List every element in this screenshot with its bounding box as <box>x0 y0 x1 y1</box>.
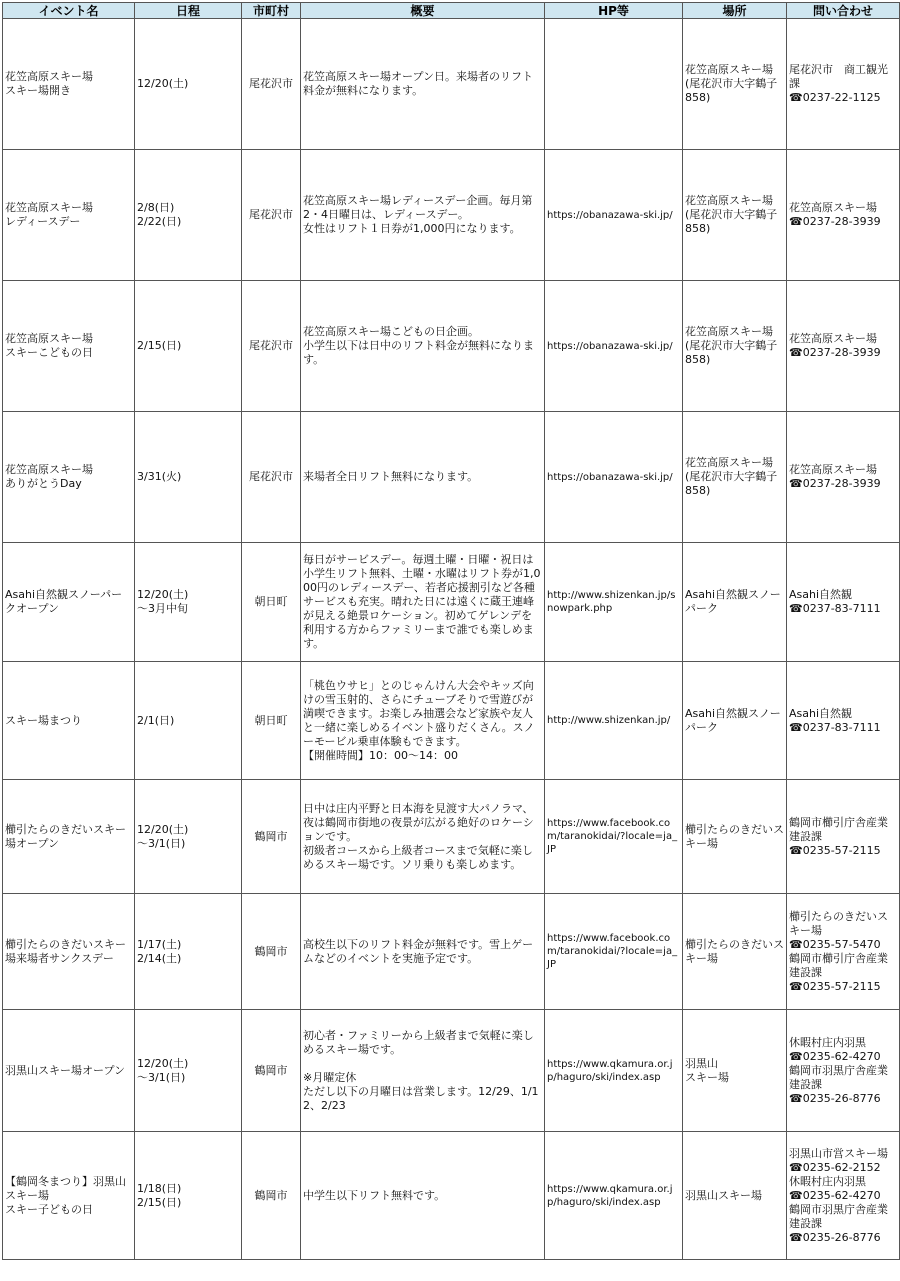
summary-cell: 来場者全日リフト無料になります。 <box>301 412 545 543</box>
summary-cell: 初心者・ファミリーから上級者まで気軽に楽しめるスキー場です。 ※月曜定休 ただし以下の月曜日は営業します。12/29、1/12、2/23 <box>301 1010 545 1132</box>
header-municipality: 市町村 <box>242 3 301 19</box>
summary-cell: 毎日がサービスデー。毎週土曜・日曜・祝日は小学生リフト無料、土曜・水曜はリフト券が1,000円のレディースデー、若者応援割引など各種サービスも充実。晴れた日には遠くに蔵王連峰が見える絶景ロケーション。初めてゲレンデを利用する方からファミリーまで誰でも楽しめます。 <box>301 543 545 662</box>
header-date: 日程 <box>135 3 242 19</box>
homepage-link[interactable]: https://obanazawa-ski.jp/ <box>545 150 683 281</box>
summary-cell: 日中は庄内平野と日本海を見渡す大パノラマ、夜は鶴岡市街地の夜景が広がる絶好のロケーションです。 初級者コースから上級者コースまで気軽に楽しめるスキー場です。ソリ乗りも楽しめます。 <box>301 780 545 894</box>
header-homepage: HP等 <box>545 3 683 19</box>
event-name-cell: 花笠高原スキー場 レディースデー <box>3 150 135 281</box>
table-row <box>3 19 900 150</box>
date-cell: 1/17(土) 2/14(土) <box>135 894 242 1010</box>
date-cell: 12/20(土) <box>135 19 242 150</box>
place-cell: 花笠高原スキー場 (尾花沢市大字鶴子858) <box>683 150 787 281</box>
place-cell: 櫛引たらのきだいスキー場 <box>683 894 787 1010</box>
summary-cell: 高校生以下のリフト料金が無料です。雪上ゲームなどのイベントを実施予定です。 <box>301 894 545 1010</box>
homepage-link[interactable]: https://obanazawa-ski.jp/ <box>545 281 683 412</box>
date-cell: 1/18(日) 2/15(日) <box>135 1132 242 1260</box>
homepage-cell <box>545 19 683 150</box>
contact-cell: 休暇村庄内羽黒 ☎0235-62-4270 鶴岡市羽黒庁舎産業建設課 ☎0235-26-8776 <box>787 1010 900 1132</box>
events-table <box>2 2 900 1260</box>
table-row <box>3 543 900 662</box>
header-event-name: イベント名 <box>3 3 135 19</box>
date-cell: 2/15(日) <box>135 281 242 412</box>
homepage-link[interactable]: https://www.qkamura.or.jp/haguro/ski/index.asp <box>545 1132 683 1260</box>
homepage-link[interactable]: https://www.qkamura.or.jp/haguro/ski/index.asp <box>545 1010 683 1132</box>
contact-cell: 羽黒山市営スキー場 ☎0235-62-2152 休暇村庄内羽黒 ☎0235-62-4270 鶴岡市羽黒庁舎産業建設課 ☎0235-26-8776 <box>787 1132 900 1260</box>
municipality-cell: 尾花沢市 <box>242 150 301 281</box>
event-name-cell: 花笠高原スキー場 スキーこどもの日 <box>3 281 135 412</box>
header-summary: 概要 <box>301 3 545 19</box>
event-name-cell: 【鶴岡冬まつり】羽黒山スキー場 スキー子どもの日 <box>3 1132 135 1260</box>
municipality-cell: 鶴岡市 <box>242 894 301 1010</box>
summary-cell: 花笠高原スキー場こどもの日企画。 小学生以下は日中のリフト料金が無料になります。 <box>301 281 545 412</box>
summary-cell: 「桃色ウサヒ」とのじゃんけん大会やキッズ向けの雪玉射的、さらにチューブそりで雪遊びが満喫できます。お楽しみ抽選会など家族や友人と一緒に楽しめるイベント盛りだくさん。スノーモービル乗車体験もできます。 【開催時間】10：00～14：00 <box>301 662 545 780</box>
place-cell: 花笠高原スキー場 (尾花沢市大字鶴子858) <box>683 281 787 412</box>
event-name-cell: 櫛引たらのきだいスキー場来場者サンクスデー <box>3 894 135 1010</box>
event-name-cell: 櫛引たらのきだいスキー場オープン <box>3 780 135 894</box>
summary-cell: 花笠高原スキー場オープン日。来場者のリフト料金が無料になります。 <box>301 19 545 150</box>
homepage-link[interactable]: https://www.facebook.com/taranokidai/?locale=ja_JP <box>545 780 683 894</box>
contact-cell: 尾花沢市 商工観光課 ☎0237-22-1125 <box>787 19 900 150</box>
table-row <box>3 281 900 412</box>
place-cell: 羽黒山スキー場 <box>683 1132 787 1260</box>
place-cell: 羽黒山 スキー場 <box>683 1010 787 1132</box>
contact-cell: Asahi自然観 ☎0237-83-7111 <box>787 543 900 662</box>
contact-cell: Asahi自然観 ☎0237-83-7111 <box>787 662 900 780</box>
homepage-link[interactable]: http://www.shizenkan.jp/ <box>545 662 683 780</box>
contact-cell: 花笠高原スキー場 ☎0237-28-3939 <box>787 281 900 412</box>
summary-cell: 中学生以下リフト無料です。 <box>301 1132 545 1260</box>
event-name-cell: 花笠高原スキー場 スキー場開き <box>3 19 135 150</box>
contact-cell: 櫛引たらのきだいスキー場 ☎0235-57-5470 鶴岡市櫛引庁舎産業建設課 ☎0235-57-2115 <box>787 894 900 1010</box>
municipality-cell: 尾花沢市 <box>242 412 301 543</box>
place-cell: 花笠高原スキー場 (尾花沢市大字鶴子858) <box>683 412 787 543</box>
municipality-cell: 尾花沢市 <box>242 19 301 150</box>
date-cell: 2/1(日) <box>135 662 242 780</box>
table-row <box>3 150 900 281</box>
header-row <box>3 3 900 19</box>
municipality-cell: 鶴岡市 <box>242 1132 301 1260</box>
homepage-link[interactable]: https://obanazawa-ski.jp/ <box>545 412 683 543</box>
municipality-cell: 朝日町 <box>242 662 301 780</box>
table-row <box>3 1010 900 1132</box>
municipality-cell: 尾花沢市 <box>242 281 301 412</box>
event-name-cell: スキー場まつり <box>3 662 135 780</box>
place-cell: 櫛引たらのきだいスキー場 <box>683 780 787 894</box>
table-row <box>3 412 900 543</box>
date-cell: 12/20(土) ～3/1(日) <box>135 780 242 894</box>
homepage-link[interactable]: http://www.shizenkan.jp/snowpark.php <box>545 543 683 662</box>
place-cell: Asahi自然観スノーパーク <box>683 543 787 662</box>
summary-cell: 花笠高原スキー場レディースデー企画。毎月第2・4日曜日は、レディースデー。 女性はリフト１日券が1,000円になります。 <box>301 150 545 281</box>
municipality-cell: 鶴岡市 <box>242 780 301 894</box>
date-cell: 2/8(日) 2/22(日) <box>135 150 242 281</box>
table-row <box>3 780 900 894</box>
date-cell: 12/20(土) ～3/1(日) <box>135 1010 242 1132</box>
table-row <box>3 894 900 1010</box>
contact-cell: 鶴岡市櫛引庁舎産業建設課 ☎0235-57-2115 <box>787 780 900 894</box>
table-row <box>3 1132 900 1260</box>
contact-cell: 花笠高原スキー場 ☎0237-28-3939 <box>787 150 900 281</box>
table-row <box>3 662 900 780</box>
header-place: 場所 <box>683 3 787 19</box>
date-cell: 3/31(火) <box>135 412 242 543</box>
municipality-cell: 鶴岡市 <box>242 1010 301 1132</box>
place-cell: Asahi自然観スノーパーク <box>683 662 787 780</box>
event-name-cell: 羽黒山スキー場オープン <box>3 1010 135 1132</box>
event-name-cell: 花笠高原スキー場 ありがとうDay <box>3 412 135 543</box>
contact-cell: 花笠高原スキー場 ☎0237-28-3939 <box>787 412 900 543</box>
event-name-cell: Asahi自然観スノーパークオープン <box>3 543 135 662</box>
date-cell: 12/20(土) ～3月中旬 <box>135 543 242 662</box>
place-cell: 花笠高原スキー場 (尾花沢市大字鶴子858) <box>683 19 787 150</box>
municipality-cell: 朝日町 <box>242 543 301 662</box>
homepage-link[interactable]: https://www.facebook.com/taranokidai/?locale=ja_JP <box>545 894 683 1010</box>
header-contact: 問い合わせ <box>787 3 900 19</box>
